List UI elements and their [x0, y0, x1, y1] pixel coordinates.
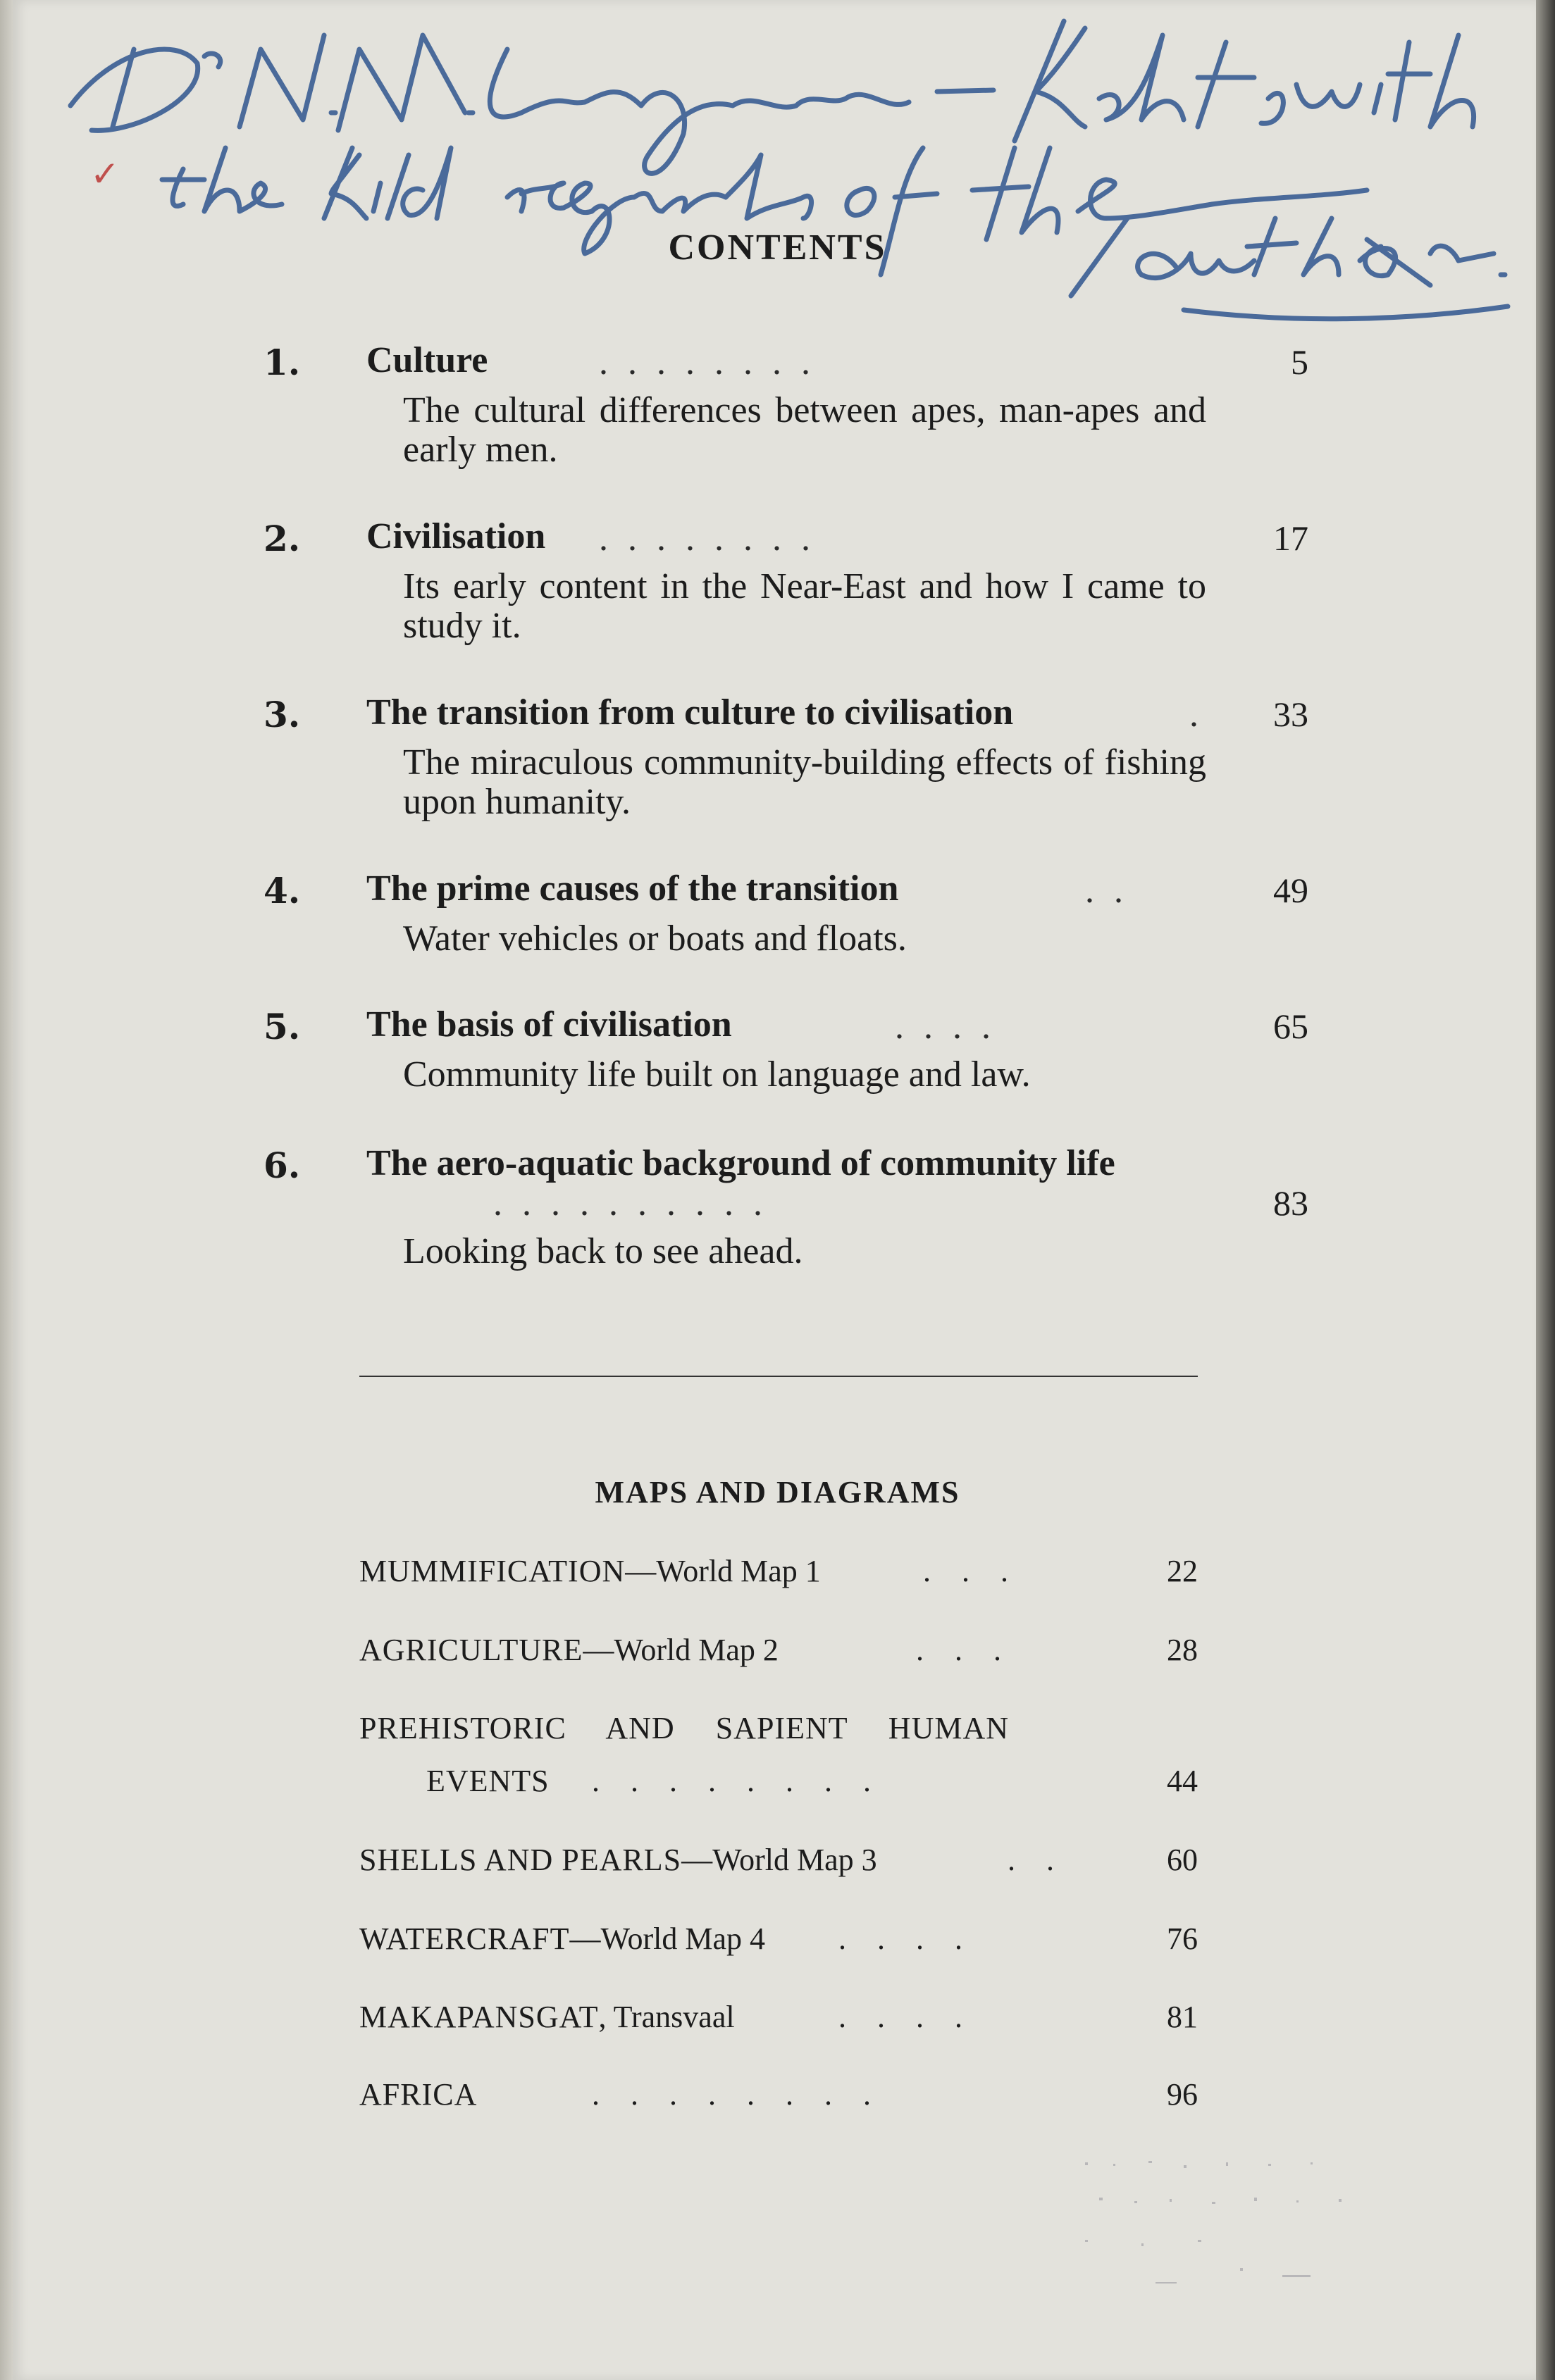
leader-dots: ... [923, 1554, 1039, 1588]
map-page: 60 [1167, 1843, 1198, 1877]
chapter-page: 33 [1273, 694, 1308, 734]
handwritten-inscription [28, 7, 1522, 338]
map-page: 22 [1167, 1554, 1198, 1588]
chapter-number: 5. [264, 1006, 301, 1047]
map-page: 81 [1167, 2000, 1198, 2034]
chapter-number: 1. [264, 342, 301, 383]
chapter-description: The cultural differences between apes, man-apes and early men. [403, 390, 1206, 470]
leader-dots: . [1189, 694, 1218, 735]
map-label: AFRICA [359, 2077, 478, 2112]
map-label-continued: EVENTS [426, 1764, 550, 1798]
leader-dots: .... [838, 1921, 993, 1956]
chapter-page: 17 [1273, 518, 1308, 558]
chapter-number: 4. [264, 870, 301, 911]
map-label: MAKAPANSGAT, Transvaal [359, 2000, 735, 2034]
chapter-description: Water vehicles or boats and floats. [403, 918, 907, 959]
map-label: WATERCRAFT—World Map 4 [359, 1921, 766, 1956]
chapter-description: Its early content in the Near-East and how I came to study it. [403, 566, 1206, 646]
chapter-page: 65 [1273, 1007, 1308, 1046]
page-title: CONTENTS [668, 228, 887, 268]
map-page: 44 [1167, 1764, 1198, 1798]
chapter-page: 49 [1273, 871, 1308, 910]
chapter-title: Civilisation [366, 516, 546, 556]
map-label: SHELLS AND PEARLS—World Map 3 [359, 1843, 877, 1877]
map-label: PREHISTORIC AND SAPIENT HUMAN [359, 1711, 1010, 1745]
maps-section-title: MAPS AND DIAGRAMS [595, 1475, 960, 1509]
faded-stamp [1071, 2134, 1423, 2310]
leader-dots: .......... [493, 1183, 782, 1223]
leader-dots: .. [1085, 871, 1143, 911]
chapter-description: Community life built on language and law. [403, 1054, 1031, 1095]
leader-dots: .. [1008, 1843, 1085, 1877]
chapter-number: 2. [264, 518, 301, 559]
page-edge [1536, 0, 1555, 2380]
section-divider [359, 1376, 1198, 1377]
inscription-drawing [28, 7, 1522, 338]
chapter-title: The aero-aquatic background of community life [366, 1143, 1115, 1183]
leader-dots: .... [838, 2000, 993, 2034]
chapter-number: 3. [264, 694, 301, 735]
chapter-number: 6. [264, 1145, 301, 1186]
chapter-page: 5 [1291, 342, 1308, 382]
red-check-mark: ✓ [90, 154, 120, 194]
map-page: 96 [1167, 2077, 1198, 2112]
map-page: 76 [1167, 1921, 1198, 1956]
leader-dots: ........ [592, 1764, 902, 1798]
leader-dots: .... [895, 1007, 1010, 1047]
map-page: 28 [1167, 1633, 1198, 1667]
leader-dots: ........ [599, 518, 830, 559]
chapter-page: 83 [1273, 1183, 1308, 1223]
chapter-title: Culture [366, 340, 488, 380]
book-spine [0, 0, 13, 2380]
leader-dots: ........ [599, 342, 830, 382]
leader-dots: ... [916, 1633, 1032, 1667]
map-label: AGRICULTURE—World Map 2 [359, 1633, 779, 1667]
chapter-description: The miraculous community-building effects of fishing upon humanity. [403, 742, 1206, 822]
chapter-title: The basis of civilisation [366, 1004, 732, 1045]
chapter-title: The transition from culture to civilisation [366, 692, 1014, 733]
leader-dots: ........ [592, 2077, 902, 2112]
map-label: MUMMIFICATION—World Map 1 [359, 1554, 821, 1588]
chapter-title: The prime causes of the transition [366, 868, 899, 909]
chapter-description: Looking back to see ahead. [403, 1231, 803, 1271]
